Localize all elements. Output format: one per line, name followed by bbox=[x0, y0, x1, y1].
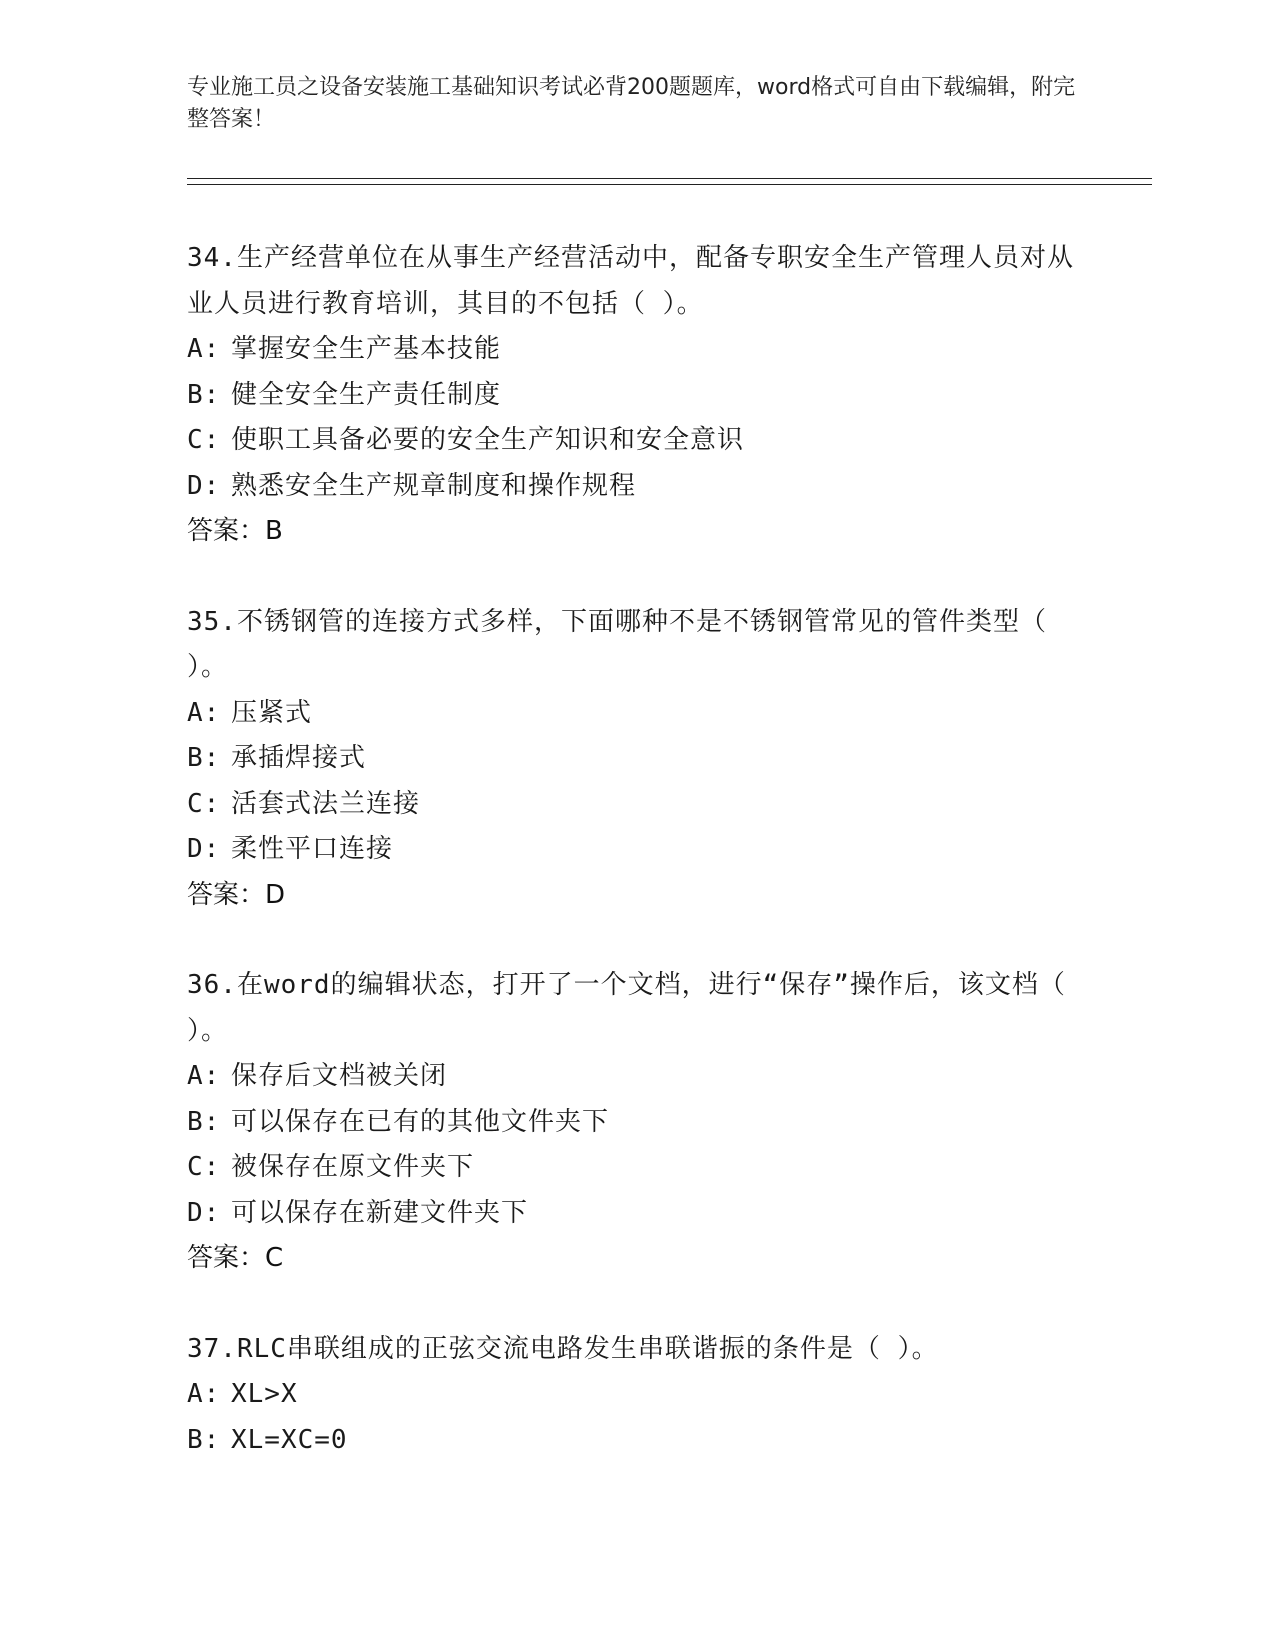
question-list bbox=[187, 236, 1087, 1508]
option-label: A: bbox=[187, 697, 221, 728]
option-text: 使职工具备必要的安全生产知识和安全意识 bbox=[231, 425, 745, 455]
option-label: A: bbox=[187, 1379, 221, 1409]
option-a bbox=[187, 1372, 1087, 1418]
option-b bbox=[187, 736, 1087, 782]
answer-line: 答案：C bbox=[187, 1243, 284, 1273]
document-header bbox=[187, 72, 1087, 136]
option-text: 健全安全生产责任制度 bbox=[231, 379, 502, 410]
option-text: 活套式法兰连接 bbox=[231, 788, 421, 819]
option-label: A: bbox=[187, 334, 221, 364]
answer-line: 答案：D bbox=[187, 879, 286, 910]
option-label: B: bbox=[187, 1424, 221, 1455]
option-label: C: bbox=[187, 1152, 221, 1182]
option-b bbox=[187, 1100, 1087, 1146]
option-text: XL>X bbox=[231, 1379, 298, 1409]
option-c bbox=[187, 418, 1087, 464]
option-a bbox=[187, 327, 1087, 373]
option-text: 被保存在原文件夹下 bbox=[231, 1152, 475, 1182]
option-d bbox=[187, 464, 1087, 510]
option-text: 可以保存在新建文件夹下 bbox=[231, 1197, 529, 1228]
option-c bbox=[187, 1145, 1087, 1191]
option-text: 柔性平口连接 bbox=[231, 834, 394, 864]
question-stem: 37.RLC串联组成的正弦交流电路发生串联谐振的条件是（ ）。 bbox=[187, 1333, 939, 1364]
option-text: XL=XC=0 bbox=[231, 1424, 348, 1455]
question-34 bbox=[187, 236, 1087, 555]
option-text: 可以保存在已有的其他文件夹下 bbox=[231, 1106, 610, 1137]
question-35 bbox=[187, 600, 1087, 919]
option-label: D: bbox=[187, 470, 221, 501]
option-label: C: bbox=[187, 425, 221, 455]
option-label: B: bbox=[187, 379, 221, 410]
header-divider-bottom bbox=[187, 184, 1152, 185]
option-b bbox=[187, 1418, 1087, 1464]
option-label: B: bbox=[187, 743, 221, 773]
option-a bbox=[187, 691, 1087, 737]
answer-line: 答案：B bbox=[187, 516, 283, 546]
option-d bbox=[187, 1191, 1087, 1237]
question-36 bbox=[187, 963, 1087, 1282]
question-stem: 35.不锈钢管的连接方式多样，下面哪种不是不锈钢管常见的管件类型（ ）。 bbox=[187, 606, 1047, 682]
option-label: D: bbox=[187, 834, 221, 864]
question-stem: 34.生产经营单位在从事生产经营活动中，配备专职安全生产管理人员对从业人员进行教育培训，其目的不包括（ ）。 bbox=[187, 243, 1074, 319]
option-text: 压紧式 bbox=[231, 697, 313, 728]
option-text: 保存后文档被关闭 bbox=[231, 1061, 448, 1091]
option-label: D: bbox=[187, 1197, 221, 1228]
option-d bbox=[187, 827, 1087, 873]
option-text: 承插焊接式 bbox=[231, 743, 367, 773]
option-a bbox=[187, 1054, 1087, 1100]
option-b bbox=[187, 373, 1087, 419]
header-divider-top bbox=[187, 178, 1152, 179]
option-text: 掌握安全生产基本技能 bbox=[231, 334, 502, 364]
question-37 bbox=[187, 1327, 1087, 1464]
header-title: 专业施工员之设备安装施工基础知识考试必背200题题库，word格式可自由下载编辑，附完整答案！ bbox=[187, 75, 1076, 132]
option-c bbox=[187, 782, 1087, 828]
question-stem: 36.在word的编辑状态，打开了一个文档，进行“保存”操作后，该文档（ ）。 bbox=[187, 970, 1066, 1046]
option-text: 熟悉安全生产规章制度和操作规程 bbox=[231, 470, 637, 501]
option-label: C: bbox=[187, 788, 221, 819]
option-label: A: bbox=[187, 1061, 221, 1091]
option-label: B: bbox=[187, 1106, 221, 1137]
